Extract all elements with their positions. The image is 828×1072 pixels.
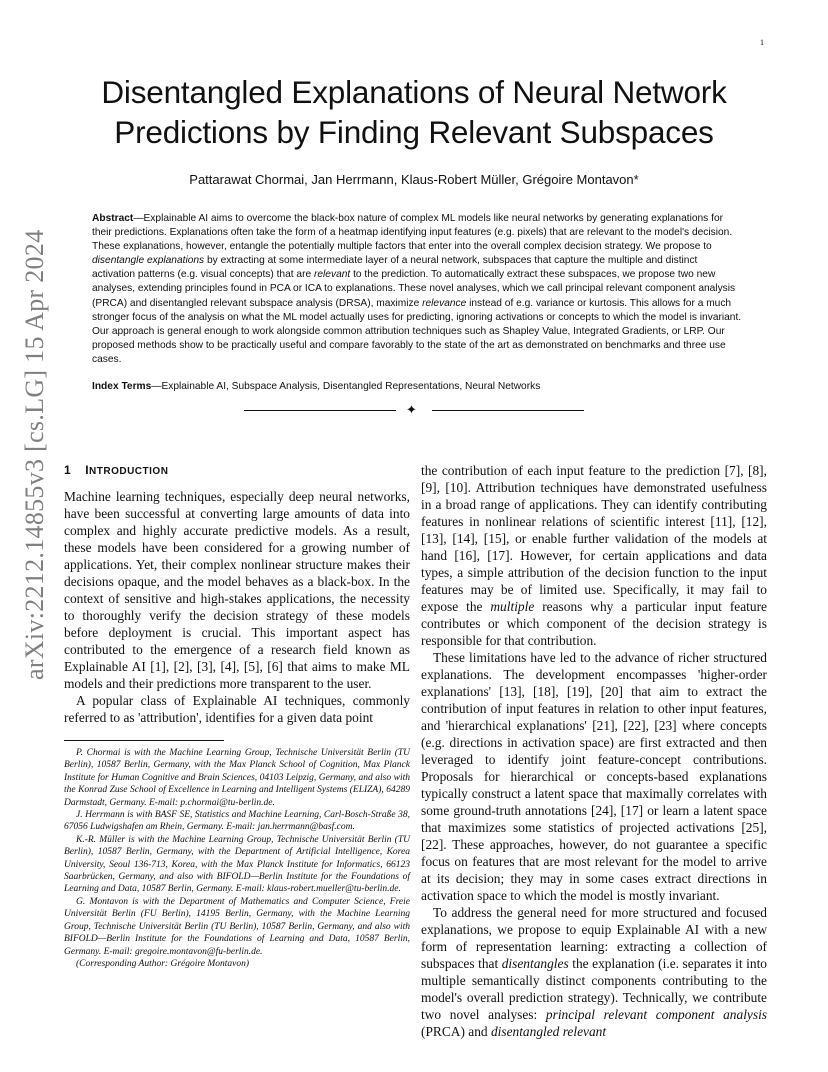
section-title-rest: NTRODUCTION	[89, 466, 169, 477]
intro-paragraph-1: Machine learning techniques, especially deep neural networks, have been successful at converting large amounts of data into complex and highly accurate predictive models. As a result, these models have been considered for a growing number of applications. Yet, their complex nonlinear structure makes their decisions opaque, and the model behaves as a black-box. In the context of sensitive and high-stakes applications, the necessity to thoroughly verify the decision strategy of these models before deployment is crucial. This important aspect has contributed to the emergence of a research field known as Explainable AI [1], [2], [3], [4], [5], [6] that aims to make ML models and their predictions more transparent to the user.	[64, 489, 410, 691]
footnote-rule	[64, 740, 224, 741]
abstract-emphasis-2: relevant	[313, 269, 351, 281]
abstract-emphasis-3: relevance	[422, 297, 467, 309]
footnote-mueller: K.-R. Müller is with the Machine Learning Group, Technische Universität Berlin (TU Berlin), 10587 Berlin, Germany, with the Department of Artificial Intelligence, Korea University, Seoul 136-713, Korea, with the Max Planck Institute for Informatics, 66123 Saarbrücken, Germany, and also with BIFOLD—Berlin Institute for the Foundations of Learning and Data, 10587 Berlin, Germany. E-mail: klaus-robert.mueller@tu-berlin.de.	[64, 834, 410, 895]
paragraph-emphasis: principal relevant component analysis	[545, 1007, 767, 1022]
abstract-text-4: instead of e.g. variance or kurtosis. This allows for a much stronger focus of the analysis on what the ML model actually uses for predicting, ignoring activations or concepts to which the model is invariant. Our approach is general enough to work alongside common attribution techniques such as Shapley Value, Integrated Gradients, or LRP. Our proposed methods show to be practically useful and compare favorably to the state of the art as demonstrated on benchmarks and three use cases.	[92, 297, 742, 365]
arxiv-identifier-stamp: arXiv:2212.14855v3 [cs.LG] 15 Apr 2024	[20, 229, 49, 680]
separator-line-left	[244, 410, 396, 411]
abstract-label: Abstract	[92, 213, 134, 224]
paragraph-text: To address the general need for more structured and focused explanations, we propose to equip Explainable AI with a new form of representation learning: extracting a collection of subspaces that	[421, 905, 767, 971]
paragraph-emphasis: disentangled relevant	[490, 1024, 607, 1039]
index-terms	[92, 381, 742, 392]
abstract	[92, 212, 742, 367]
footnote-herrmann: J. Herrmann is with BASF SE, Statistics and Machine Learning, Carl-Bosch-Straße 38, 67056 Ludwigshafen am Rhein, Germany. E-mail: jan.herrmann@basf.com.	[64, 810, 410, 833]
paragraph-text: reasons why a particular input feature contributes or which component of the decision strategy is responsible for that contribution.	[421, 599, 767, 648]
abstract-emphasis-1: disentangle explanations	[92, 255, 205, 267]
paragraph-emphasis: disentangles	[501, 956, 569, 971]
footnote-montavon: G. Montavon is with the Department of Mathematics and Computer Science, Freie Universität Berlin (FU Berlin), 14195 Berlin, Germany, with the Machine Learning Group, Technische Universität Berlin (TU Berlin), 10587 Berlin, Germany, and also with BIFOLD—Berlin Institute for the Foundations of Learning and Data, 10587 Berlin, Germany. E-mail: gregoire.montavon@fu-berlin.de.	[64, 896, 410, 957]
author-list: Pattarawat Chormai, Jan Herrmann, Klaus-Robert Müller, Grégoire Montavon*	[189, 172, 639, 187]
paper-title	[40, 72, 788, 152]
abstract-text-3: to the prediction. To automatically extract these subspaces, we propose two new analyses, extending principles found in PCA or ICA to explanations. These novel analyses, which we call principal relevant component analysis (PRCA) and disentangled relevant subspace analysis (DRSA), maximize	[92, 269, 736, 309]
section-separator	[244, 402, 584, 418]
intro-paragraph-continued	[421, 462, 767, 649]
section-title-initial: I	[85, 463, 90, 477]
intro-paragraph-3: These limitations have led to the advance of richer structured explanations. The development encompasses 'higher-order explanations' [13], [18], [19], [20] that aim to extract the contribution of input features in relation to other input features, and 'hierarchical explanations' [21], [22], [23] where concepts (e.g. directions in activation space) are first extracted and then leveraged to identify joint feature-concept contributions. Proposals for hierarchical or concepts-based explanations typically construct a latent space that maximally correlates with some ground-truth annotations [24], [17] or learn a latent space that maximizes some statistics of projected activations [25], [22]. These approaches, however, do not guarantee a specific focus on features that are most relevant for the model to arrive at its decision; they may in some cases extract directions in activation space to which the model is mostly invariant.	[421, 650, 767, 903]
paragraph-emphasis: multiple	[490, 599, 535, 614]
abstract-text-1: —Explainable AI aims to overcome the black-box nature of complex ML models like neural networks by generating explanations for their predictions. Explanations often take the form of a heatmap identifying input features (e.g. pixels) that are relevant to the model's decision. These explanations, however, entangle the potentially multiple factors that enter into the overall complex decision strategy. We propose to	[92, 213, 733, 253]
index-terms-text: —Explainable AI, Subspace Analysis, Disentangled Representations, Neural Networks	[151, 381, 541, 392]
paragraph-text: the explanation (i.e. separates it into multiple semantically distinct components contributing to the model's overall prediction strategy). Technically, we contribute two novel analyses:	[421, 956, 767, 1022]
left-column	[64, 462, 410, 970]
section-number: 1	[64, 463, 72, 477]
intro-paragraph-4	[421, 904, 767, 1040]
footnote-corresponding-author: (Corresponding Author: Grégoire Montavon)	[76, 958, 250, 969]
abstract-text-2: by extracting at some intermediate layer of a neural network, subspaces that capture the multiple and distinct activation patterns (e.g. visual concepts) that are	[92, 255, 698, 281]
page-number: 1	[760, 38, 764, 47]
right-column	[421, 462, 767, 1040]
section-heading	[64, 462, 410, 480]
paragraph-text: the contribution of each input feature to the prediction [7], [8], [9], [10]. Attribution techniques have demonstrated usefulness in a broad range of applications. They can identify contributing features in nonlinear relations of scientific interest [11], [12], [13], [14], [15], or enable further validation of the models at hand [16], [17]. However, for certain applications and data types, a simple attribution of the decision function to the input features may be of limited use. Specifically, it may fail to expose the	[421, 463, 767, 614]
index-terms-label: Index Terms	[92, 381, 152, 392]
intro-paragraph-2: A popular class of Explainable AI techniques, commonly referred to as 'attribution', identifies for a given data point	[64, 693, 410, 725]
title-line-2: Predictions by Finding Relevant Subspaces	[114, 114, 714, 150]
separator-diamond-icon: ✦	[406, 402, 417, 417]
title-line-1: Disentangled Explanations of Neural Network	[101, 74, 727, 110]
separator-line-right	[432, 410, 584, 411]
paragraph-text: (PRCA) and	[421, 1024, 491, 1039]
footnote-chormai: P. Chormai is with the Machine Learning Group, Technische Universität Berlin (TU Berlin), 10587 Berlin, Germany, with the Max Planck School of Cognition, Max Planck Institute for Human Cognitive and Brain Sciences, 04103 Leipzig, Germany, and also with the Konrad Zuse School of Excellence in Learning and Intelligent Systems (ELIZA), 64289 Darmstadt, Germany. E-mail: p.chormai@tu-berlin.de.	[64, 748, 410, 808]
